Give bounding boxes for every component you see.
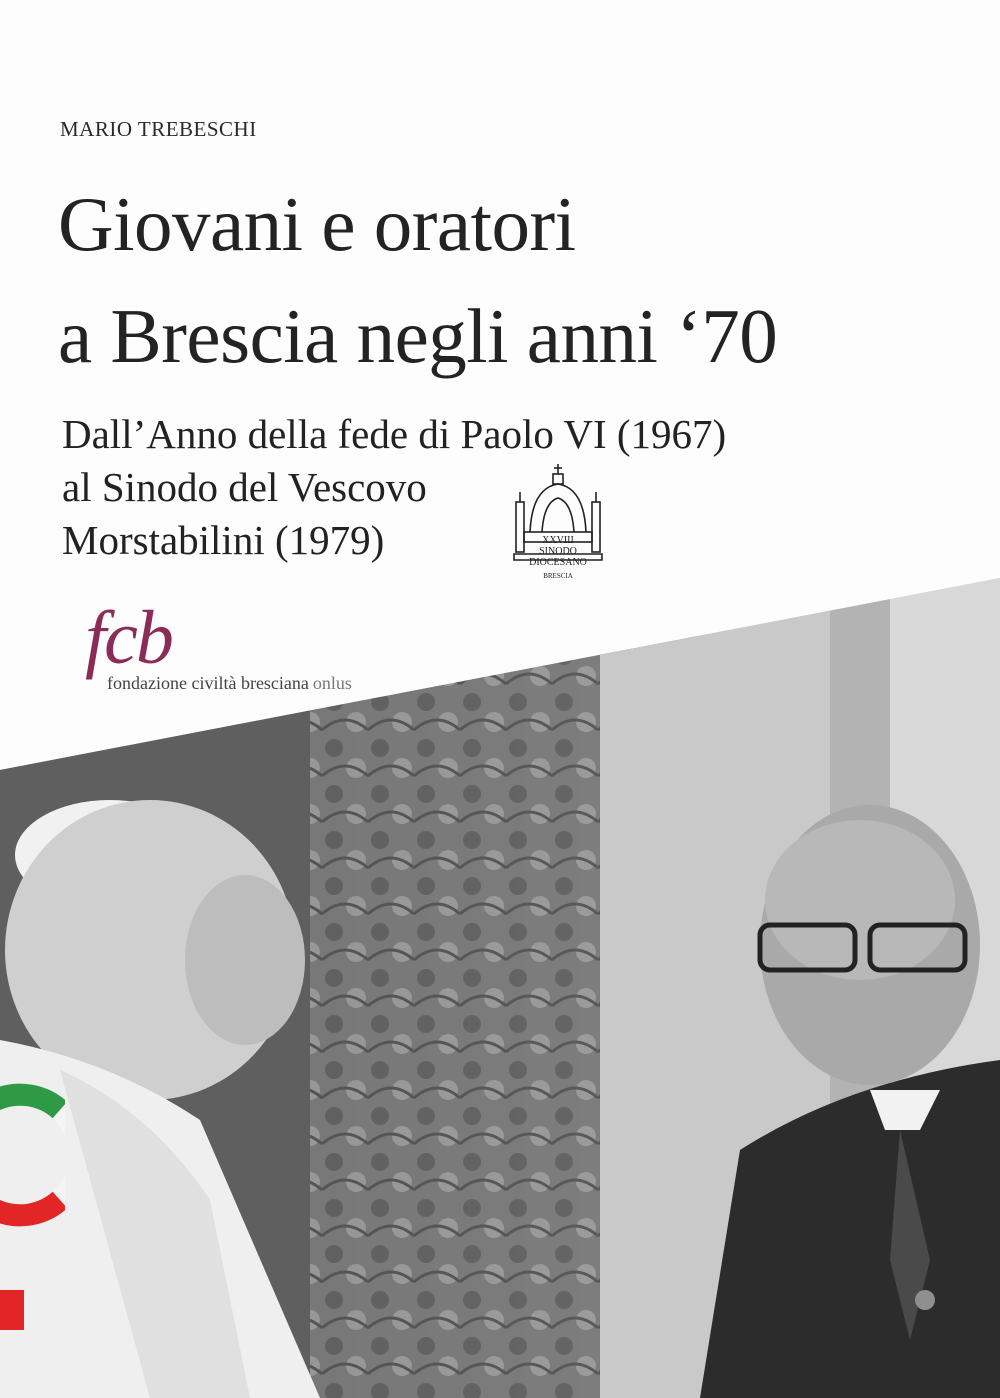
title-line-1: Giovani e oratori xyxy=(58,181,576,267)
publisher-suffix: onlus xyxy=(312,673,352,693)
publisher-name-text: fondazione civiltà bresciana xyxy=(107,673,309,693)
book-subtitle xyxy=(62,408,726,567)
publisher-logo: fcb xyxy=(85,596,172,680)
tricolor-ring-icon xyxy=(0,1075,65,1235)
synod-label-4: BRESCIA xyxy=(543,572,573,580)
author-name: MARIO TREBESCHI xyxy=(60,117,257,141)
publisher-name xyxy=(107,673,352,694)
subtitle-line-1: Dall’Anno della fede di Paolo VI (1967) xyxy=(62,411,727,457)
title-line-2: a Brescia negli anni ‘70 xyxy=(58,293,778,379)
subtitle-line-3: Morstabilini (1979) xyxy=(62,517,385,563)
synod-label-3: DIOCESANO xyxy=(529,557,587,568)
book-title xyxy=(58,168,777,392)
subtitle-line-2: al Sinodo del Vescovo xyxy=(62,464,427,510)
synod-label-1: XXVIII xyxy=(542,535,574,546)
red-marker xyxy=(0,1290,24,1330)
synod-label-2: SINODO xyxy=(539,546,577,557)
